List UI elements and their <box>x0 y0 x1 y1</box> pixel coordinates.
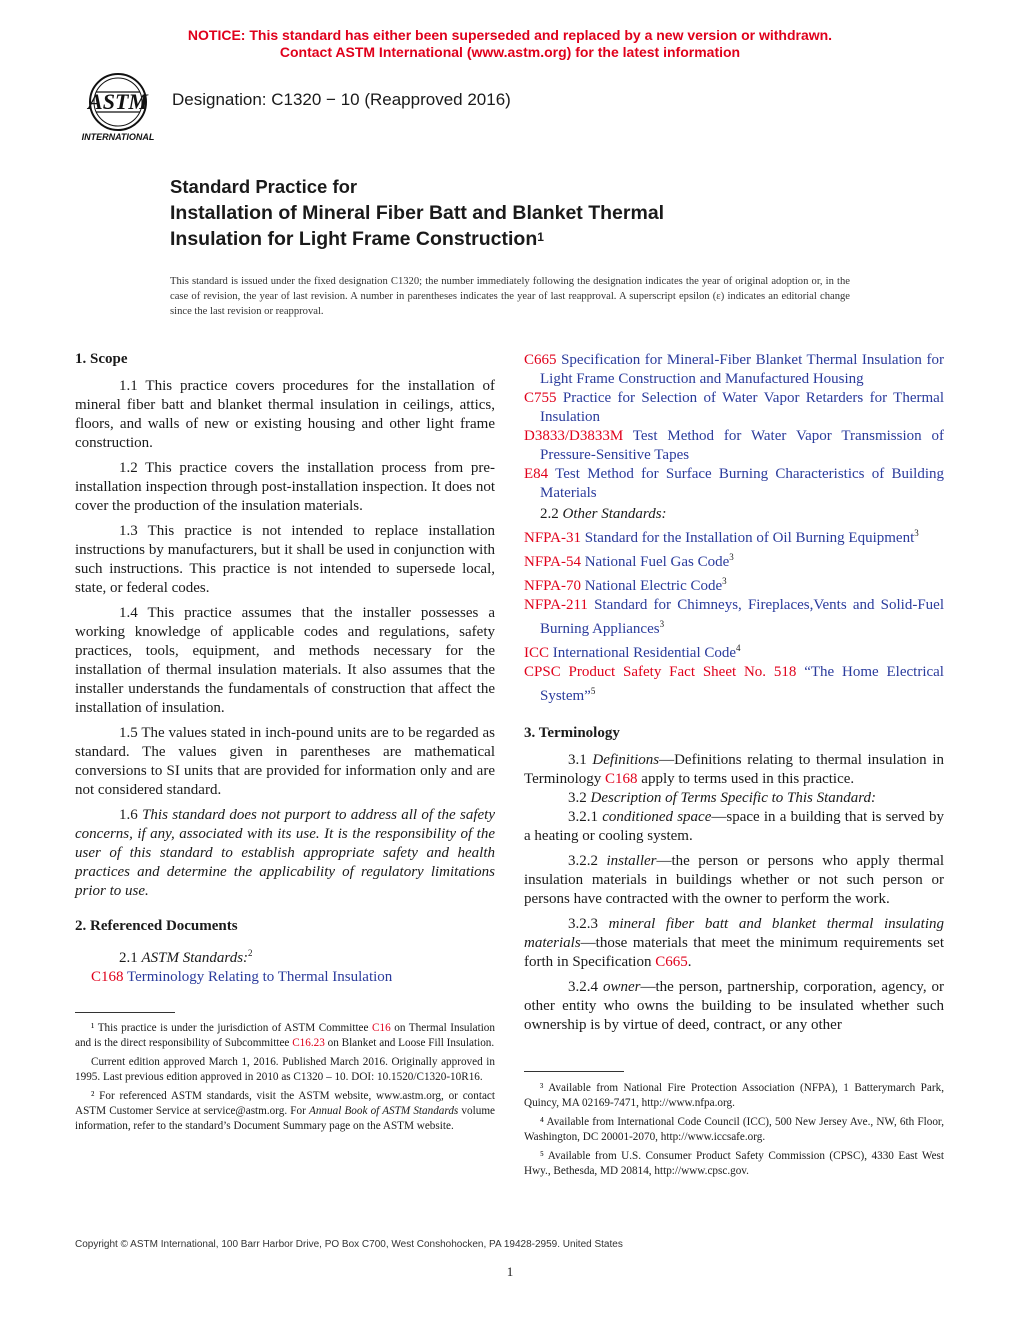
ref-title[interactable]: National Fuel Gas Code <box>580 554 730 570</box>
left-column <box>75 350 495 987</box>
fn-text: on Blanket and Loose Fill Insulation. <box>324 1037 495 1049</box>
astm-standards-label <box>75 944 495 968</box>
notice-line-1: NOTICE: This standard has either been superseded and replaced by a new version or withdrawn. <box>187 27 833 43</box>
term-text: apply to terms used in this practice. <box>637 771 855 787</box>
fn-text: on Thermal Insulation and is the direct responsibility of Subcommittee <box>75 1022 495 1049</box>
ref-title[interactable]: “The Home Electrical System” <box>540 664 944 704</box>
term-name: conditioned space <box>602 809 712 825</box>
ref-sup: 4 <box>736 643 741 653</box>
term-num: 3.2.4 <box>568 979 603 995</box>
term-text: —the person, partnership, corporation, agency, or other entity who owns the building to be insulated whether such ownership is by virtue of deed, contract, or any other <box>524 979 945 1033</box>
ref-d3833[interactable] <box>524 427 944 465</box>
ref-code[interactable]: C665 <box>524 352 557 368</box>
term-name: mineral fiber batt and blanket thermal insulating materials <box>524 916 944 951</box>
term-text: —those materials that meet the minimum requirements set forth in Specification <box>524 935 944 970</box>
ref-title[interactable]: Standard for Chimneys, Fireplaces,Vents and Solid-Fuel Burning Appliances <box>540 597 944 637</box>
ref-c168[interactable] <box>75 968 495 987</box>
fn-text: ¹ This practice is under the jurisdiction of ASTM Committee <box>91 1022 373 1034</box>
link-c168[interactable]: C168 <box>605 771 638 787</box>
term-num: 3.2.2 <box>568 853 607 869</box>
ref-code[interactable]: E84 <box>524 466 549 482</box>
ref-title[interactable]: Test Method for Water Vapor Transmission of Pressure-Sensitive Tapes <box>540 428 944 463</box>
ref-sup: 3 <box>722 576 727 586</box>
ref-icc[interactable] <box>524 639 944 663</box>
term-text: —the person or persons who apply thermal insulation materials in buildings whether or not such person or persons have contracted with the owner to perform the work. <box>524 853 945 907</box>
designation: Designation: C1320 − 10 (Reapproved 2016) <box>172 90 511 109</box>
title-line-3: Insulation for Light Frame Construction <box>170 228 538 250</box>
footnote-3: ³ Available from National Fire Protection Association (NFPA), 1 Batterymarch Park, Quincy, MA 02169-7471, http://www.nfpa.org. <box>524 1082 944 1109</box>
fn-italic: Annual Book of ASTM Standards <box>309 1105 459 1117</box>
ref-sup: 3 <box>914 528 919 538</box>
ref-nfpa-211[interactable] <box>524 596 944 639</box>
other-label-num: 2.2 <box>540 506 563 522</box>
ref-code[interactable]: NFPA-70 <box>524 578 581 594</box>
section-refdocs-heading: 2. Referenced Documents <box>75 918 238 934</box>
footnote-2 <box>75 1089 495 1134</box>
ref-sup: 3 <box>729 552 734 562</box>
footnote-4: ⁴ Available from International Code Council (ICC), 500 New Jersey Ave., NW, 6th Floor, Washington, DC 20001-2070, http://www.iccsafe.org. <box>524 1116 944 1143</box>
ref-nfpa-70[interactable] <box>524 572 944 596</box>
footnote-1 <box>75 1021 495 1051</box>
footnote-5: ⁵ Available from U.S. Consumer Product Safety Commission (CPSC), 4330 East West Hwy., Bethesda, MD 20814, http://www.cpsc.gov. <box>524 1150 944 1177</box>
ref-code[interactable]: CPSC Product Safety Fact Sheet No. 518 <box>524 664 797 680</box>
link-c16[interactable]: C16 <box>372 1022 391 1034</box>
scope-1-4: 1.4 This practice assumes that the installer possesses a working knowledge of applicable codes and regulations, safety practices, tools, equipment, and methods necessary for the installation of thermal insulation materials. It also assumes that the installer understands the fundamentals of construction that affect the installation of insulation. <box>75 605 495 716</box>
astm-label-num: 2.1 <box>119 950 142 966</box>
page-number: 1 <box>506 1264 514 1279</box>
term-name: Description of Terms Specific to This Standard: <box>590 790 877 806</box>
document-title <box>170 174 890 252</box>
scope-1-6-text: This standard does not purport to address all of the safety concerns, if any, associated with its use. It is the responsibility of the user of this standard to establish appropriate safety and health practices and determine the applicability of regulatory limitations prior to use. <box>75 807 496 899</box>
ref-c168-code[interactable]: C168 <box>91 969 124 985</box>
term-text: . <box>687 954 692 970</box>
link-c665[interactable]: C665 <box>655 954 688 970</box>
footnote-rule-right <box>524 1071 624 1072</box>
astm-reference-list <box>524 351 944 503</box>
ref-code[interactable]: NFPA-31 <box>524 530 581 546</box>
ref-title[interactable]: Practice for Selection of Water Vapor Retarders for Thermal Insulation <box>540 390 944 425</box>
ref-code[interactable]: ICC <box>524 645 550 661</box>
term-3-2 <box>524 789 944 808</box>
term-3-2-4 <box>524 978 944 1035</box>
footnotes-right <box>524 1081 944 1183</box>
notice-line-2: Contact ASTM International (www.astm.org) for the latest information <box>279 44 741 60</box>
scope-1-6 <box>75 806 495 901</box>
scope-1-1: 1.1 This practice covers procedures for the installation of mineral fiber batt and blanket thermal insulation in ceilings, attics, floors, and walls of new or existing housing and other light frame construction. <box>75 378 495 451</box>
title-footnote-mark: 1 <box>537 230 544 244</box>
ref-title[interactable]: International Residential Code <box>549 645 737 661</box>
term-text: —space in a building that is served by a heating or cooling system. <box>524 809 944 844</box>
footnotes-left <box>75 1021 495 1138</box>
other-label-text: Other Standards: <box>562 506 667 522</box>
ref-cpsc[interactable] <box>524 663 944 706</box>
scope-1-2: 1.2 This practice covers the installation process from pre-installation inspection through post-installation inspection. It does not cover the production of the insulation materials. <box>75 460 495 514</box>
ref-c755[interactable] <box>524 389 944 427</box>
fn-text: ² For referenced ASTM standards, visit the ASTM website, www.astm.org, or contact ASTM Customer Service at service@astm.org. For <box>75 1090 495 1117</box>
footnote-rule-left <box>75 1012 175 1013</box>
superseded-notice <box>0 27 1020 61</box>
astm-logo <box>72 72 164 144</box>
ref-e84[interactable] <box>524 465 944 503</box>
section-terminology-heading: 3. Terminology <box>524 725 620 741</box>
right-column <box>524 351 944 1041</box>
ref-c168-title[interactable]: Terminology Relating to Thermal Insulation <box>123 969 393 985</box>
title-line-2: Installation of Mineral Fiber Batt and Blanket Thermal <box>170 202 665 224</box>
term-name: installer <box>606 853 657 869</box>
logo-letters: ASTM <box>88 89 148 114</box>
link-c16-23[interactable]: C16.23 <box>292 1037 325 1049</box>
copyright: Copyright © ASTM International, 100 Barr Harbor Drive, PO Box C700, West Conshohocken, PA 19428-2959. United States <box>75 1239 623 1250</box>
astm-label-text: ASTM Standards: <box>141 950 249 966</box>
scope-1-5: 1.5 The values stated in inch-pound units are to be regarded as standard. The values given in parentheses are mathematical conversions to SI units that are provided for information only and are not considered standard. <box>75 725 495 798</box>
ref-c665[interactable] <box>524 351 944 389</box>
term-text: —Definitions relating to thermal insulation in Terminology <box>524 752 945 787</box>
term-3-2-1 <box>524 808 944 846</box>
other-reference-list <box>524 524 944 706</box>
scope-1-3: 1.3 This practice is not intended to replace installation instructions by manufacturers, but it shall be used in conjunction with such instructions. This practice is not intended to supersede local, state, or federal codes. <box>75 523 495 596</box>
ref-code[interactable]: NFPA-54 <box>524 554 581 570</box>
term-3-1 <box>524 751 944 789</box>
ref-title[interactable]: Test Method for Surface Burning Characteristics of Building Materials <box>540 466 944 501</box>
term-num: 3.1 <box>568 752 593 768</box>
ref-nfpa-31[interactable] <box>524 524 944 548</box>
term-num: 3.2 <box>568 790 591 806</box>
ref-sup: 3 <box>659 619 665 629</box>
ref-title[interactable]: Standard for the Installation of Oil Burning Equipment <box>580 530 915 546</box>
footnote-1-edition: Current edition approved March 1, 2016. Published March 2016. Originally approved in 1995. Last previous edition approved in 2010 as C1320 – 10. DOI: 10.1520/C1320-10R16. <box>75 1056 495 1083</box>
other-standards-label <box>540 505 944 524</box>
astm-label-sup: 2 <box>248 948 253 958</box>
term-num: 3.2.1 <box>568 809 603 825</box>
ref-code[interactable]: D3833/D3833M <box>524 428 624 444</box>
ref-code[interactable]: C755 <box>524 390 557 406</box>
issuance-statement: This standard is issued under the fixed designation C1320; the number immediately following the designation indicates the year of original adoption or, in the case of revision, the year of last revision. A number in parentheses indicates the year of last reapproval. A superscript epsilon (ε) indicates an editorial change since the last revision or reapproval. <box>170 276 850 317</box>
ref-nfpa-54[interactable] <box>524 548 944 572</box>
term-3-2-3 <box>524 915 944 972</box>
term-3-2-2 <box>524 852 944 909</box>
ref-code[interactable]: NFPA-211 <box>524 597 588 613</box>
ref-title[interactable]: Specification for Mineral-Fiber Blanket Thermal Insulation for Light Frame Construction and Manufactured Housing <box>540 352 944 387</box>
ref-sup: 5 <box>590 686 596 696</box>
ref-title[interactable]: National Electric Code <box>580 578 723 594</box>
term-num: 3.2.3 <box>568 916 609 932</box>
logo-subtitle: INTERNATIONAL <box>81 132 155 142</box>
title-line-1: Standard Practice for <box>170 176 358 197</box>
term-name: owner <box>602 979 641 995</box>
fn-text: volume information, refer to the standard’s Document Summary page on the ASTM website. <box>75 1105 495 1132</box>
scope-1-6-num: 1.6 <box>119 807 143 823</box>
term-name: Definitions <box>592 752 660 768</box>
section-scope-heading: 1. Scope <box>75 351 128 367</box>
